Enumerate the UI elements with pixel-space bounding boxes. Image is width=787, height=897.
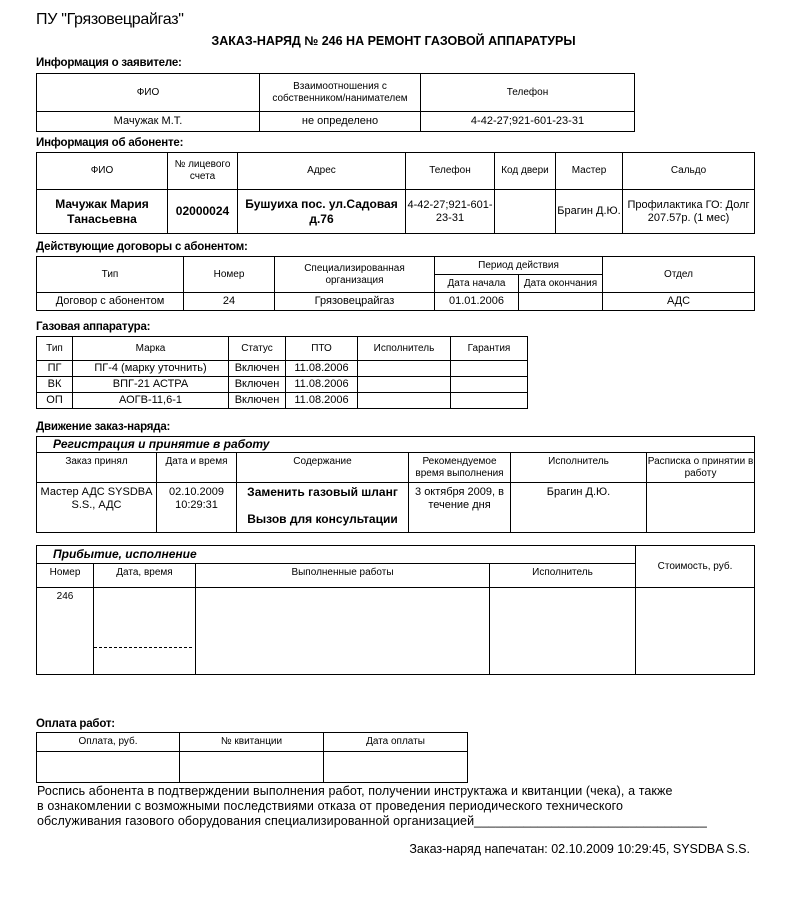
door-code xyxy=(495,190,556,234)
equipment-section-title: Газовая аппаратура: xyxy=(36,321,151,333)
arrival-table xyxy=(36,545,755,675)
equipment-warranty xyxy=(451,377,528,393)
applicant-table xyxy=(36,73,635,132)
table-header-row xyxy=(37,453,755,483)
equipment-executor xyxy=(358,393,451,409)
equipment-executor xyxy=(358,361,451,377)
column-header: Специализированная организация xyxy=(275,257,435,293)
column-header: Оплата, руб. xyxy=(37,733,180,752)
table-row xyxy=(37,361,528,377)
equipment-status: Включен xyxy=(229,361,286,377)
receipt-number xyxy=(180,752,324,783)
contracts-section-title: Действующие договоры с абонентом: xyxy=(36,241,248,253)
arrival-cost xyxy=(636,588,755,675)
column-header: Дата начала xyxy=(435,275,519,293)
applicant-phone: 4-42-27;921-601-23-31 xyxy=(421,112,635,132)
content-item: Вызов для консультации xyxy=(247,512,398,526)
column-header: Номер xyxy=(37,564,94,588)
movement-section-title: Движение заказ-наряда: xyxy=(36,421,171,433)
column-header: Исполнитель xyxy=(490,564,636,588)
column-header: Выполненные работы xyxy=(196,564,490,588)
printed-stamp: Заказ-наряд напечатан: 02.10.2009 10:29:45, SYSDBA S.S. xyxy=(409,842,750,856)
column-header: Номер xyxy=(184,257,275,293)
subscriber-address: Бушуиха пос. ул.Садовая д.76 xyxy=(238,190,406,234)
contract-number: 24 xyxy=(184,293,275,311)
equipment-model: ПГ-4 (марку уточнить) xyxy=(73,361,229,377)
order-content xyxy=(237,483,409,533)
applicant-relation: не определено xyxy=(260,112,421,132)
table-row xyxy=(37,377,528,393)
column-header: Тип xyxy=(37,257,184,293)
column-header: № лицевого счета xyxy=(168,153,238,190)
arrival-datetime xyxy=(94,588,196,675)
equipment-pto: 11.08.2006 xyxy=(286,361,358,377)
contract-department: АДС xyxy=(603,293,755,311)
column-header: Статус xyxy=(229,337,286,361)
signature-note xyxy=(37,784,707,829)
organization-name: ПУ "Грязовецрайгаз" xyxy=(36,11,184,28)
account-number: 02000024 xyxy=(168,190,238,234)
table-header-row xyxy=(37,733,468,752)
equipment-warranty xyxy=(451,361,528,377)
payment-amount xyxy=(37,752,180,783)
equipment-table xyxy=(36,336,528,409)
column-header: Дата, время xyxy=(94,564,196,588)
table-row xyxy=(37,293,755,311)
column-header: ФИО xyxy=(37,153,168,190)
column-header: ПТО xyxy=(286,337,358,361)
column-header: Дата окончания xyxy=(519,275,603,293)
column-header: Содержание xyxy=(237,453,409,483)
signature-note-line: в ознакомлении с возможными последствиями отказа от проведения периодического технического xyxy=(37,799,624,813)
master-name: Брагин Д.Ю. xyxy=(556,190,623,234)
contracts-table xyxy=(36,256,755,311)
contract-start-date: 01.01.2006 xyxy=(435,293,519,311)
contract-end-date xyxy=(519,293,603,311)
column-header: Исполнитель xyxy=(511,453,647,483)
column-header: Расписка о принятии в работу xyxy=(647,453,755,483)
registration-datetime: 02.10.2009 10:29:31 xyxy=(157,483,237,533)
column-header: Мастер xyxy=(556,153,623,190)
applicant-section-title: Информация о заявителе: xyxy=(36,57,182,69)
column-header: Тип xyxy=(37,337,73,361)
equipment-status: Включен xyxy=(229,393,286,409)
column-header: Телефон xyxy=(421,74,635,112)
arrival-subtitle: Прибытие, исполнение xyxy=(37,546,636,564)
equipment-type: ПГ xyxy=(37,361,73,377)
signature-note-line: обслуживания газового оборудования специализированной организацией_________________________________ xyxy=(37,814,707,828)
column-header: Стоимость, руб. xyxy=(636,546,755,588)
equipment-status: Включен xyxy=(229,377,286,393)
column-header: Заказ принял xyxy=(37,453,157,483)
arrival-executor xyxy=(490,588,636,675)
column-header: Рекомендуемое время выполнения xyxy=(409,453,511,483)
equipment-pto: 11.08.2006 xyxy=(286,377,358,393)
payment-section-title: Оплата работ: xyxy=(36,718,115,730)
accepted-by: Мастер АДС SYSDBA S.S., АДС xyxy=(37,483,157,533)
column-header: Период действия xyxy=(435,257,603,275)
content-item: Заменить газовый шланг xyxy=(247,485,398,499)
column-header: Взаимоотношения с собственником/нанимателем xyxy=(260,74,421,112)
column-header: Дата и время xyxy=(157,453,237,483)
table-row xyxy=(37,588,755,675)
equipment-executor xyxy=(358,377,451,393)
column-header: № квитанции xyxy=(180,733,324,752)
table-row xyxy=(37,112,635,132)
column-header: Исполнитель xyxy=(358,337,451,361)
contract-type: Договор с абонентом xyxy=(37,293,184,311)
table-header-row xyxy=(37,74,635,112)
column-header: ФИО xyxy=(37,74,260,112)
column-header: Отдел xyxy=(603,257,755,293)
equipment-type: ВК xyxy=(37,377,73,393)
subscriber-section-title: Информация об абоненте: xyxy=(36,137,184,149)
recommended-time: 3 октября 2009, в течение дня xyxy=(409,483,511,533)
contract-organization: Грязовецрайгаз xyxy=(275,293,435,311)
table-row xyxy=(37,393,528,409)
equipment-type: ОП xyxy=(37,393,73,409)
arrival-number: 246 xyxy=(37,588,94,675)
equipment-model: АОГВ-11,6-1 xyxy=(73,393,229,409)
subscriber-phone: 4-42-27;921-601-23-31 xyxy=(406,190,495,234)
registration-executor: Брагин Д.Ю. xyxy=(511,483,647,533)
table-header-row xyxy=(37,153,755,190)
signature-note-line: Роспись абонента в подтверждении выполнения работ, получении инструктажа и квитанции (чека), а также xyxy=(37,784,673,798)
column-header: Гарантия xyxy=(451,337,528,361)
payment-date xyxy=(324,752,468,783)
completed-works xyxy=(196,588,490,675)
table-header-row xyxy=(37,337,528,361)
equipment-pto: 11.08.2006 xyxy=(286,393,358,409)
subscriber-name: Мачужак Мария Танасьевна xyxy=(37,190,168,234)
subscriber-table xyxy=(36,152,755,234)
applicant-name: Мачужак М.Т. xyxy=(37,112,260,132)
column-header: Код двери xyxy=(495,153,556,190)
column-header: Сальдо xyxy=(623,153,755,190)
acceptance-receipt xyxy=(647,483,755,533)
column-header: Дата оплаты xyxy=(324,733,468,752)
column-header: Телефон xyxy=(406,153,495,190)
table-row xyxy=(37,752,468,783)
table-row xyxy=(37,190,755,234)
column-header: Адрес xyxy=(238,153,406,190)
column-header: Марка xyxy=(73,337,229,361)
document-title: ЗАКАЗ-НАРЯД № 246 НА РЕМОНТ ГАЗОВОЙ АППАРАТУРЫ xyxy=(211,34,576,48)
registration-table xyxy=(36,436,755,533)
datetime-dashed-divider xyxy=(94,647,192,648)
payment-table xyxy=(36,732,468,783)
table-row xyxy=(37,483,755,533)
balance: Профилактика ГО: Долг 207.57р. (1 мес) xyxy=(623,190,755,234)
table-header-row xyxy=(37,257,755,275)
equipment-model: ВПГ-21 АСТРА xyxy=(73,377,229,393)
equipment-warranty xyxy=(451,393,528,409)
registration-subtitle: Регистрация и принятие в работу xyxy=(37,437,755,453)
